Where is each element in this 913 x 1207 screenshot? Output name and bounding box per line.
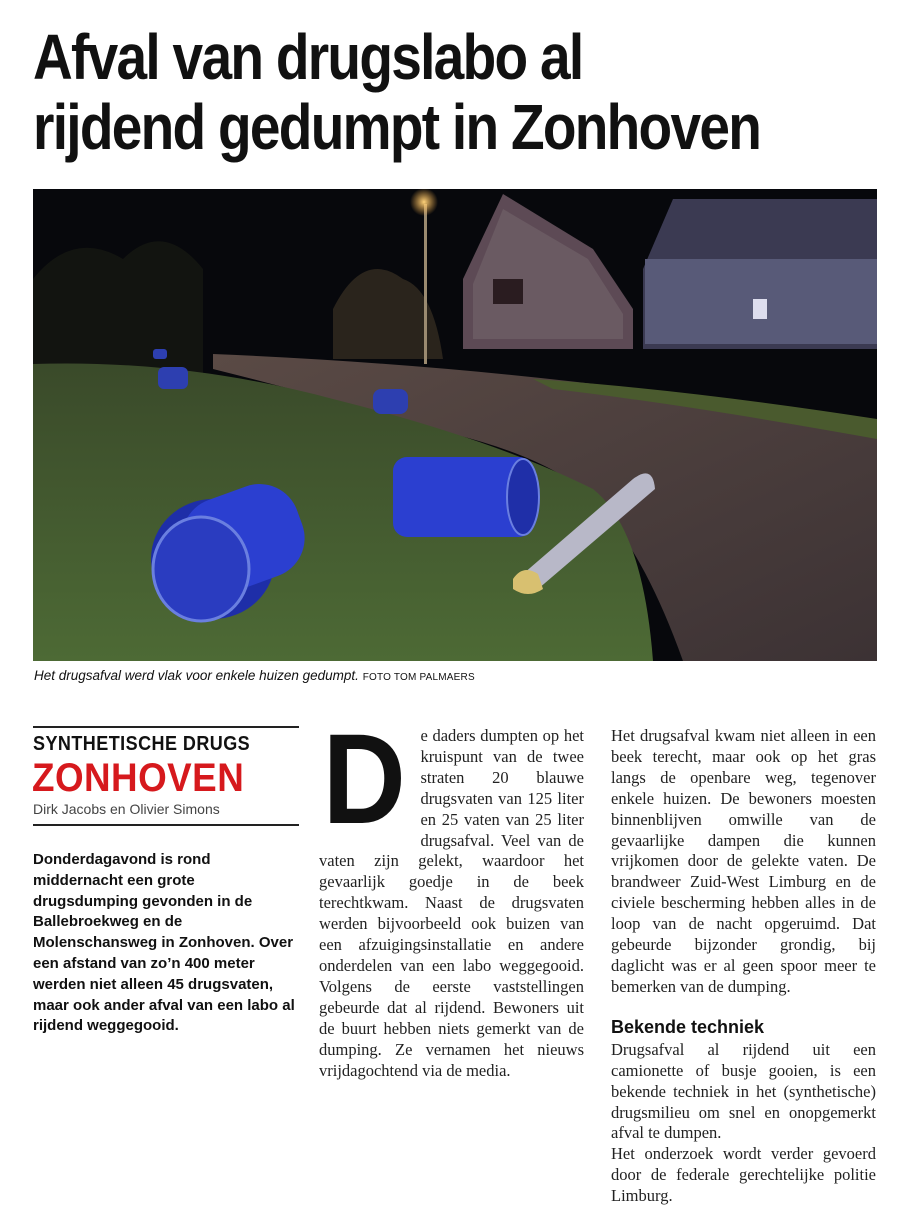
body-paragraph-3: Drugsafval al rijdend uit een camionette of busje gooien, is een bekende techniek in het (synthetische) drugsmilieu om snel en onopgemerkt afval te dumpen. [611, 1039, 876, 1143]
body-paragraph-4: Het onderzoek wordt verder gevoerd door de federale gerechtelijke politie Limburg. [611, 1144, 876, 1206]
photo-caption [34, 668, 874, 683]
news-photo [33, 189, 877, 661]
lead-paragraph: Donderdagavond is rond middernacht een grote drugsdumping gevonden in de Ballebroekweg en de Molenschansweg in Zonhoven. Over een afstand van zo’n 400 meter werden niet alleen 45 drugsvaten, maar ook ander afval van een labo al rijdend weggegooid. [33, 851, 295, 1035]
dateline: ZONHOVEN [32, 756, 245, 800]
subheading: Bekende techniek [611, 1016, 765, 1037]
headline-line-2: rijdend gedumpt in Zonhoven [33, 91, 761, 163]
body-column-3 [611, 726, 876, 1207]
caption-text: Het drugsafval werd vlak voor enkele huizen gedumpt. [34, 668, 359, 683]
kicker: SYNTHETISCHE DRUGS [33, 733, 251, 755]
photo-credit: FOTO TOM PALMAERS [362, 672, 475, 683]
drop-cap: D [322, 708, 406, 851]
byline-bottom-rule [33, 824, 299, 826]
body-paragraph-2: Het drugsafval kwam niet alleen in een beek terecht, maar ook op het gras langs de openbare weg, tegenover enkele huizen. De bewoners moesten binnenblijven omwille van de gevaarlijke dampen die kunnen vrijkomen door de gelekte vaten. De brandweer Zuid-West Limburg en de civiele bescherming hebben alles in de loop van de nacht opgeruimd. Dat gebeurde bijzonder grondig, bij daglicht was er al geen spoor meer te bemerken van de dumping. [611, 726, 876, 996]
body-paragraph-1: e daders dumpten op het kruispunt van de twee straten 20 blauwe drugsvaten van 125 liter en 25 vaten van 25 liter drugsafval. Veel van de vaten zijn gelekt, waardoor het gevaarlijk goedje in de beek terechtkwam. Naast de drugsvaten werden bijvoorbeeld ook buizen van een afzuigingsinstallatie en andere onderdelen van een labo weggegooid. Volgens de eerste vaststellingen gebeurde dat al rijdend. Bewoners uit de buurt hebben niets gemerkt van de dumping. Ze vernamen het nieuws vrijdagochtend via de media. [319, 726, 584, 1080]
kicker-top-rule [33, 726, 299, 728]
body-column-2 [319, 708, 584, 1081]
headline [33, 22, 773, 162]
barrel-2 [393, 457, 539, 537]
headline-line-1: Afval van drugslabo al [33, 21, 583, 93]
byline: Dirk Jacobs en Olivier Simons [33, 801, 220, 817]
